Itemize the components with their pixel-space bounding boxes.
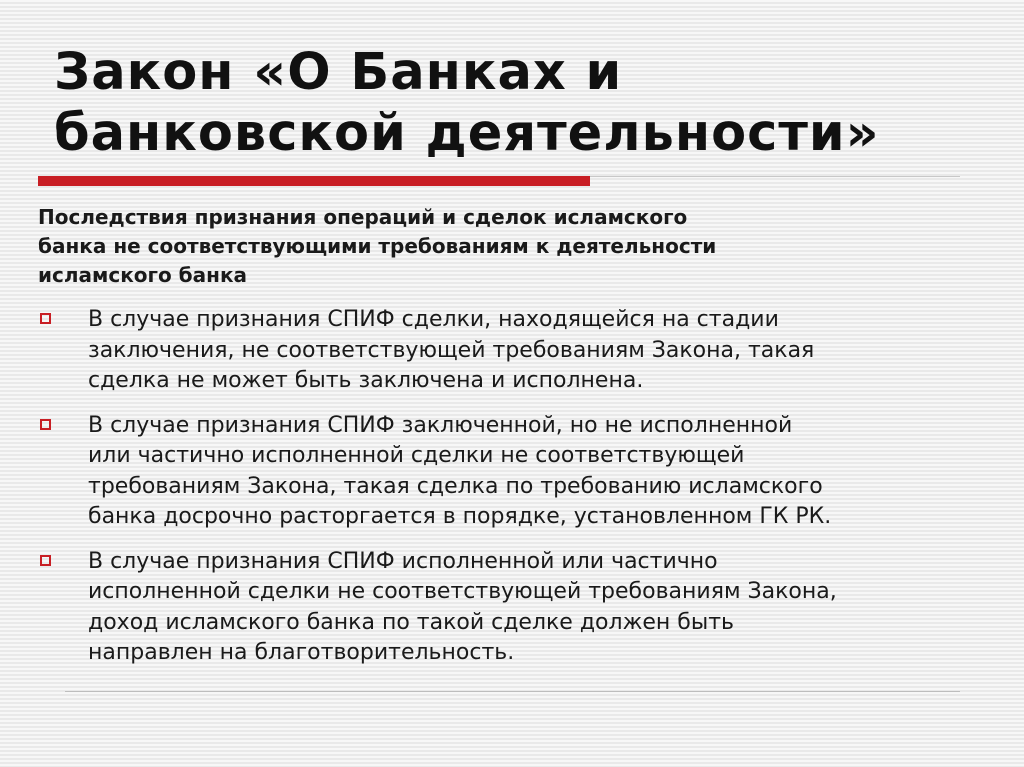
bullet-text [88, 305, 968, 397]
bullet-line: сделка не может быть заключена и исполнена. [88, 368, 644, 393]
bullet-line: В случае признания СПИФ исполненной или частично [88, 548, 718, 574]
slide-title-line: Закон «О Банках и [54, 43, 623, 102]
hollow-square-icon [40, 555, 51, 566]
bullet-text [88, 411, 968, 533]
slide-title-line: банковской деятельности» [54, 104, 880, 163]
subtitle-line: Последствия признания операций и сделок исламского [38, 205, 688, 229]
title-divider-line [590, 176, 960, 177]
slide-subtitle [38, 203, 968, 290]
bullet-line: направлен на благотворительность. [88, 640, 515, 665]
hollow-square-icon [40, 419, 51, 430]
subtitle-line: банка не соответствующими требованиям к деятельности [38, 234, 717, 258]
bullet-line: банка досрочно расторгается в порядке, установленном ГК РК. [88, 504, 832, 529]
bullet-item [38, 547, 968, 669]
subtitle-line: исламского банка [38, 263, 248, 287]
bullet-line: доход исламского банка по такой сделке должен быть [88, 609, 735, 635]
bullet-text [88, 547, 968, 669]
bullet-item [38, 305, 968, 397]
title-accent-rule [38, 176, 590, 186]
bullet-line: В случае признания СПИФ сделки, находящейся на стадии [88, 307, 779, 332]
bullet-line: заключения, не соответствующей требованиям Закона, такая [88, 337, 815, 363]
hollow-square-icon [40, 313, 51, 324]
bullet-line: исполненной сделки не соответствующей требованиям Закона, [88, 579, 837, 604]
bullet-item [38, 411, 968, 533]
bullet-line: или частично исполненной сделки не соответствующей [88, 443, 745, 468]
bullet-line: требованиям Закона, такая сделка по требованию исламского [88, 473, 823, 499]
bullet-line: В случае признания СПИФ заключенной, но не исполненной [88, 412, 793, 438]
footer-divider-line [65, 691, 960, 692]
slide-title [54, 42, 880, 164]
bullet-list [38, 305, 968, 683]
